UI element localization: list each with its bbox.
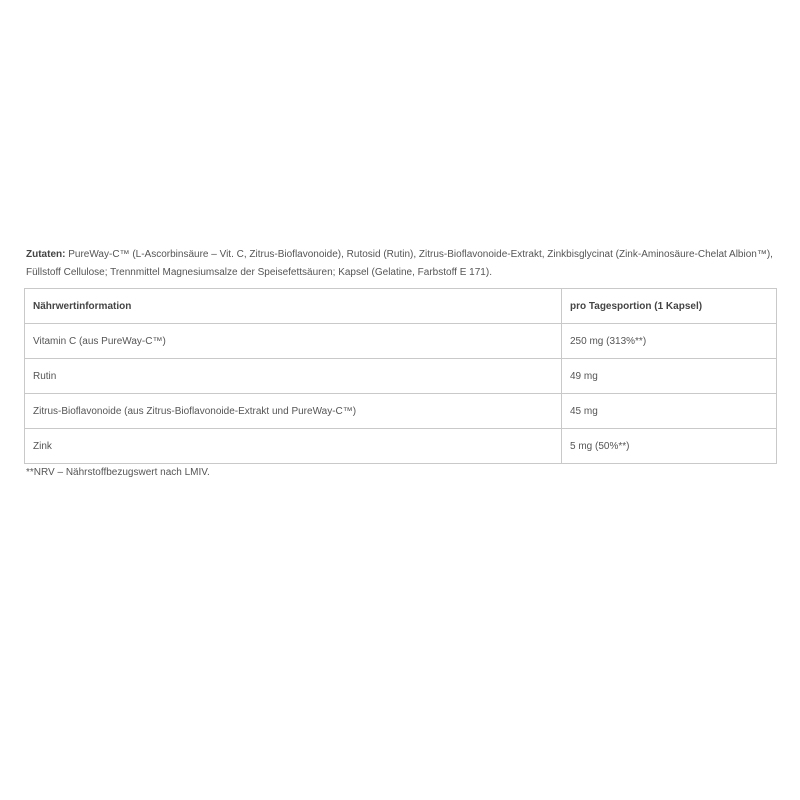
- ingredients-label: Zutaten:: [26, 249, 66, 260]
- nutrient-amount: 250 mg (313%**): [562, 324, 777, 359]
- nutrient-name: Zitrus-Bioflavonoide (aus Zitrus-Bioflavonoide-Extrakt und PureWay-C™): [25, 394, 562, 429]
- nutrient-name: Vitamin C (aus PureWay-C™): [25, 324, 562, 359]
- nutrient-name: Rutin: [25, 359, 562, 394]
- nutrient-amount: 49 mg: [562, 359, 777, 394]
- table-row: [25, 359, 777, 394]
- header-per-daily-serving: pro Tagesportion (1 Kapsel): [562, 289, 777, 324]
- header-nutrition-info: Nährwertinformation: [25, 289, 562, 324]
- table-row: [25, 429, 777, 464]
- nutrient-amount: 45 mg: [562, 394, 777, 429]
- table-row: [25, 394, 777, 429]
- ingredients-text: PureWay-C™ (L-Ascorbinsäure – Vit. C, Zitrus-Bioflavonoide), Rutosid (Rutin), Zitrus-Bioflavonoide-Extrakt, Zinkbisglycinat (Zink-Aminosäure-Chelat Albion™), Füllstoff Cellulose; Trennmittel Magnesiumsalze der Speisefettsäuren; Kapsel (Gelatine, Farbstoff E 171).: [26, 249, 773, 278]
- nutrient-amount: 5 mg (50%**): [562, 429, 777, 464]
- nutrition-table: [24, 288, 777, 464]
- nutrient-name: Zink: [25, 429, 562, 464]
- nrv-footnote: **NRV – Nährstoffbezugswert nach LMIV.: [26, 467, 210, 478]
- table-header-row: [25, 289, 777, 324]
- ingredients-paragraph: [26, 246, 778, 282]
- table-row: [25, 324, 777, 359]
- product-info: [24, 246, 778, 481]
